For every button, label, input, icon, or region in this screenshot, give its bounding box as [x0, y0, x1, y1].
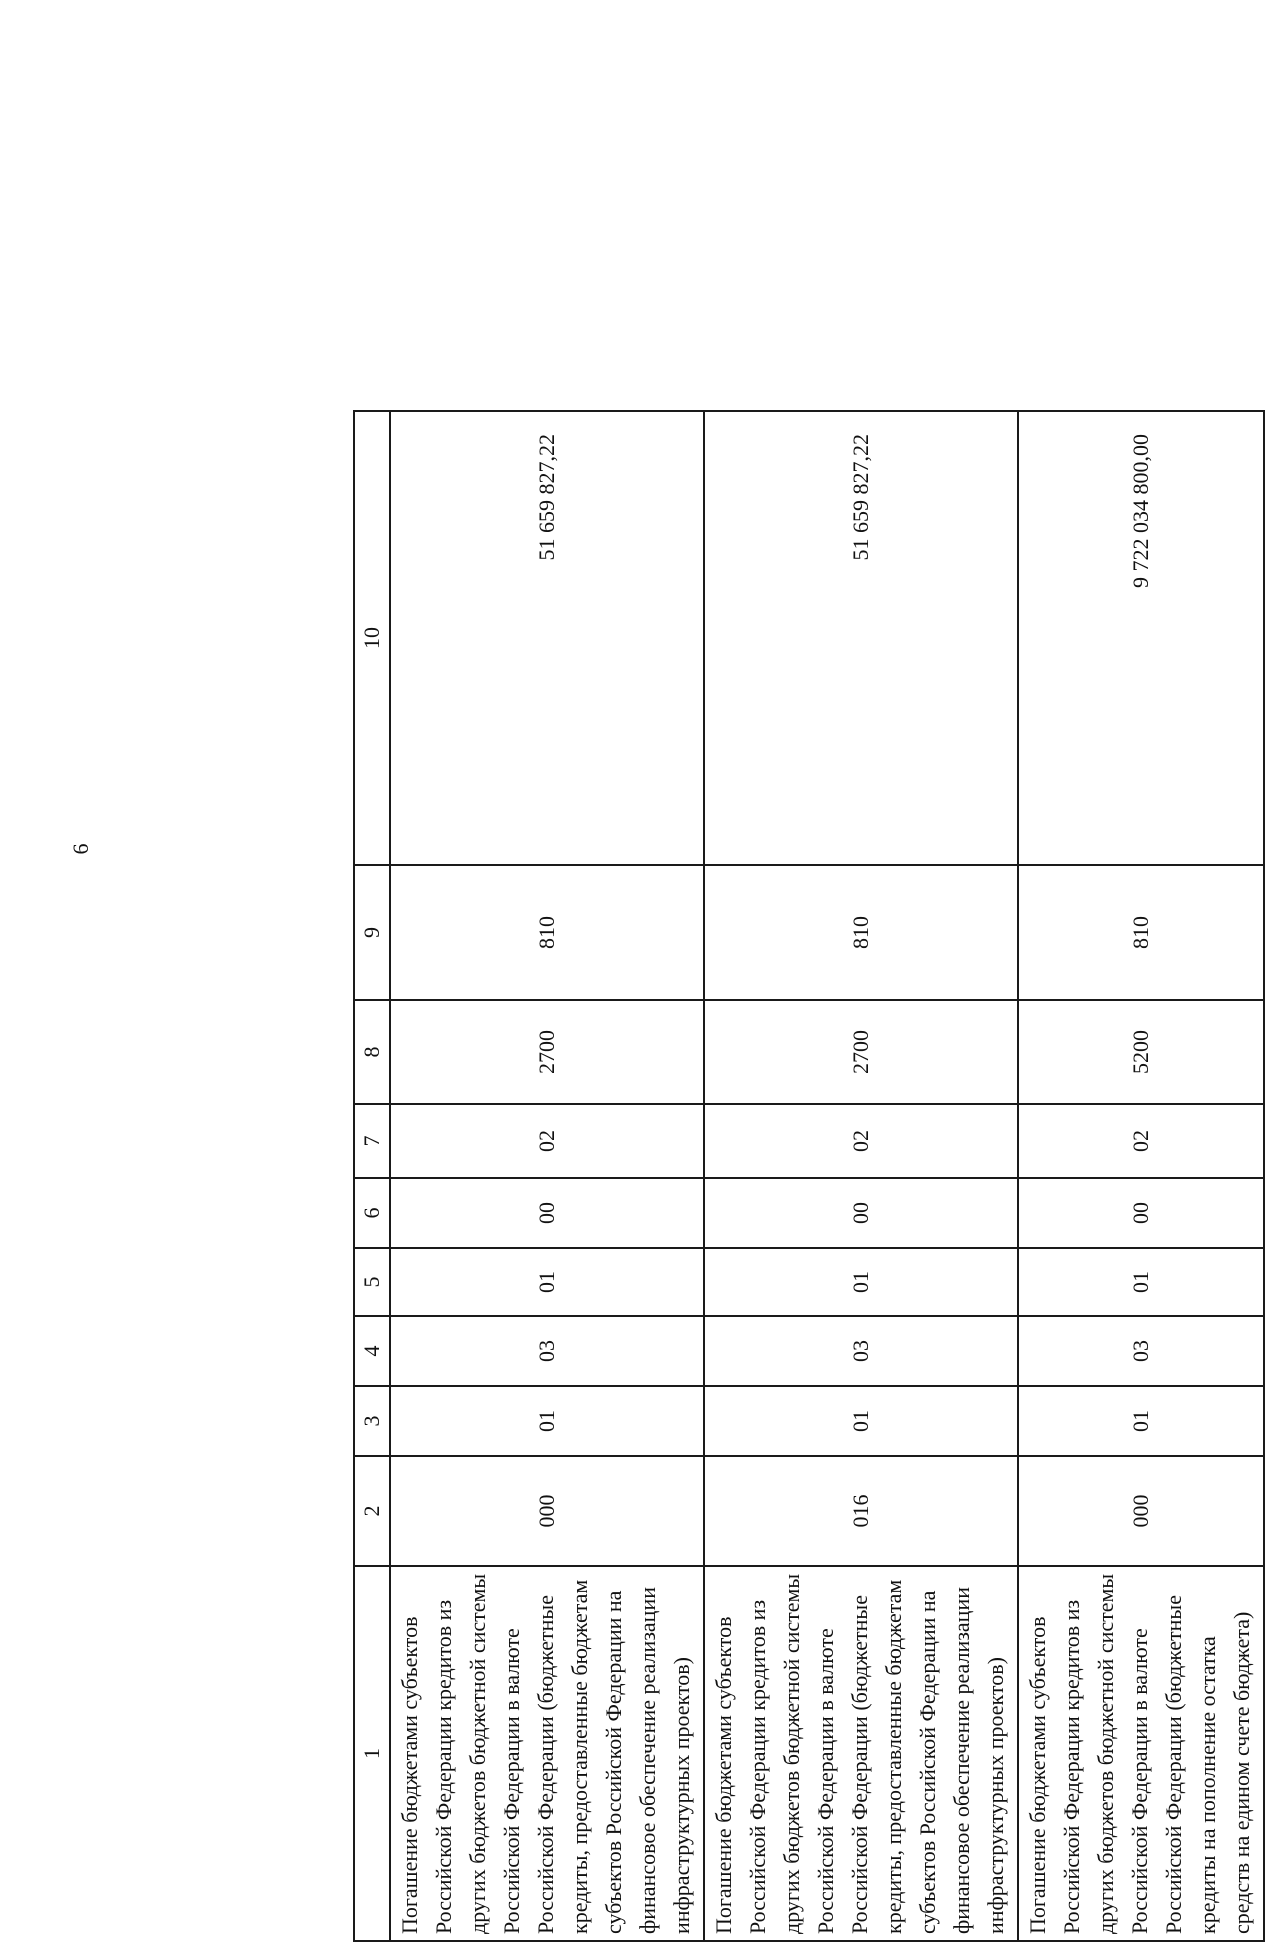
column-header: 7 [354, 1104, 390, 1178]
column-header: 4 [354, 1316, 390, 1386]
cell-col-6: 00 [390, 1178, 704, 1248]
row-description: Погашение бюджетами субъектов Российской Федерации кредитов из других бюджетов бюджетной системы Российской Федерации в валюте Российской Федерации (бюджетные кредиты, предоставленные бюджетам субъектов Российской Федерации на финансовое обеспечение реализации инфраструктурных проектов) [704, 1566, 1018, 1941]
cell-col-4: 03 [390, 1316, 704, 1386]
cell-col-5: 01 [1018, 1248, 1264, 1316]
table-row [1018, 411, 1264, 1941]
table-header-row [354, 411, 390, 1941]
column-header: 10 [354, 411, 390, 865]
page-number: 6 [68, 843, 93, 855]
cell-col-3: 01 [1018, 1386, 1264, 1456]
table-row [390, 411, 704, 1941]
cell-col-7: 02 [390, 1104, 704, 1178]
cell-amount: 9 722 034 800,00 [1018, 411, 1264, 865]
cell-col-3: 01 [390, 1386, 704, 1456]
column-header: 1 [354, 1566, 390, 1941]
cell-col-9: 810 [704, 865, 1018, 1000]
cell-col-2: 016 [704, 1456, 1018, 1566]
cell-col-4: 03 [1018, 1316, 1264, 1386]
cell-col-9: 810 [390, 865, 704, 1000]
budget-table [353, 410, 1265, 1942]
cell-amount: 51 659 827,22 [704, 411, 1018, 865]
cell-col-9: 810 [1018, 865, 1264, 1000]
table-row [704, 411, 1018, 1941]
cell-col-8: 2700 [704, 1000, 1018, 1104]
cell-amount: 51 659 827,22 [390, 411, 704, 865]
column-header: 8 [354, 1000, 390, 1104]
row-description: Погашение бюджетами субъектов Российской Федерации кредитов из других бюджетов бюджетной системы Российской Федерации в валюте Российской Федерации (бюджетные кредиты, предоставленные бюджетам субъектов Российской Федерации на финансовое обеспечение реализации инфраструктурных проектов) [390, 1566, 704, 1941]
column-header: 6 [354, 1178, 390, 1248]
cell-col-7: 02 [1018, 1104, 1264, 1178]
cell-col-5: 01 [390, 1248, 704, 1316]
column-header: 2 [354, 1456, 390, 1566]
cell-col-5: 01 [704, 1248, 1018, 1316]
column-header: 9 [354, 865, 390, 1000]
cell-col-6: 00 [1018, 1178, 1264, 1248]
table-container [353, 412, 1254, 1942]
row-description: Погашение бюджетами субъектов Российской Федерации кредитов из других бюджетов бюджетной системы Российской Федерации в валюте Российской Федерации (бюджетные кредиты на пополнение остатка средств на едином счете бюджета) [1018, 1566, 1264, 1941]
column-header: 5 [354, 1248, 390, 1316]
cell-col-3: 01 [704, 1386, 1018, 1456]
column-header: 3 [354, 1386, 390, 1456]
cell-col-8: 5200 [1018, 1000, 1264, 1104]
cell-col-2: 000 [1018, 1456, 1264, 1566]
cell-col-8: 2700 [390, 1000, 704, 1104]
cell-col-7: 02 [704, 1104, 1018, 1178]
cell-col-2: 000 [390, 1456, 704, 1566]
cell-col-4: 03 [704, 1316, 1018, 1386]
cell-col-6: 00 [704, 1178, 1018, 1248]
